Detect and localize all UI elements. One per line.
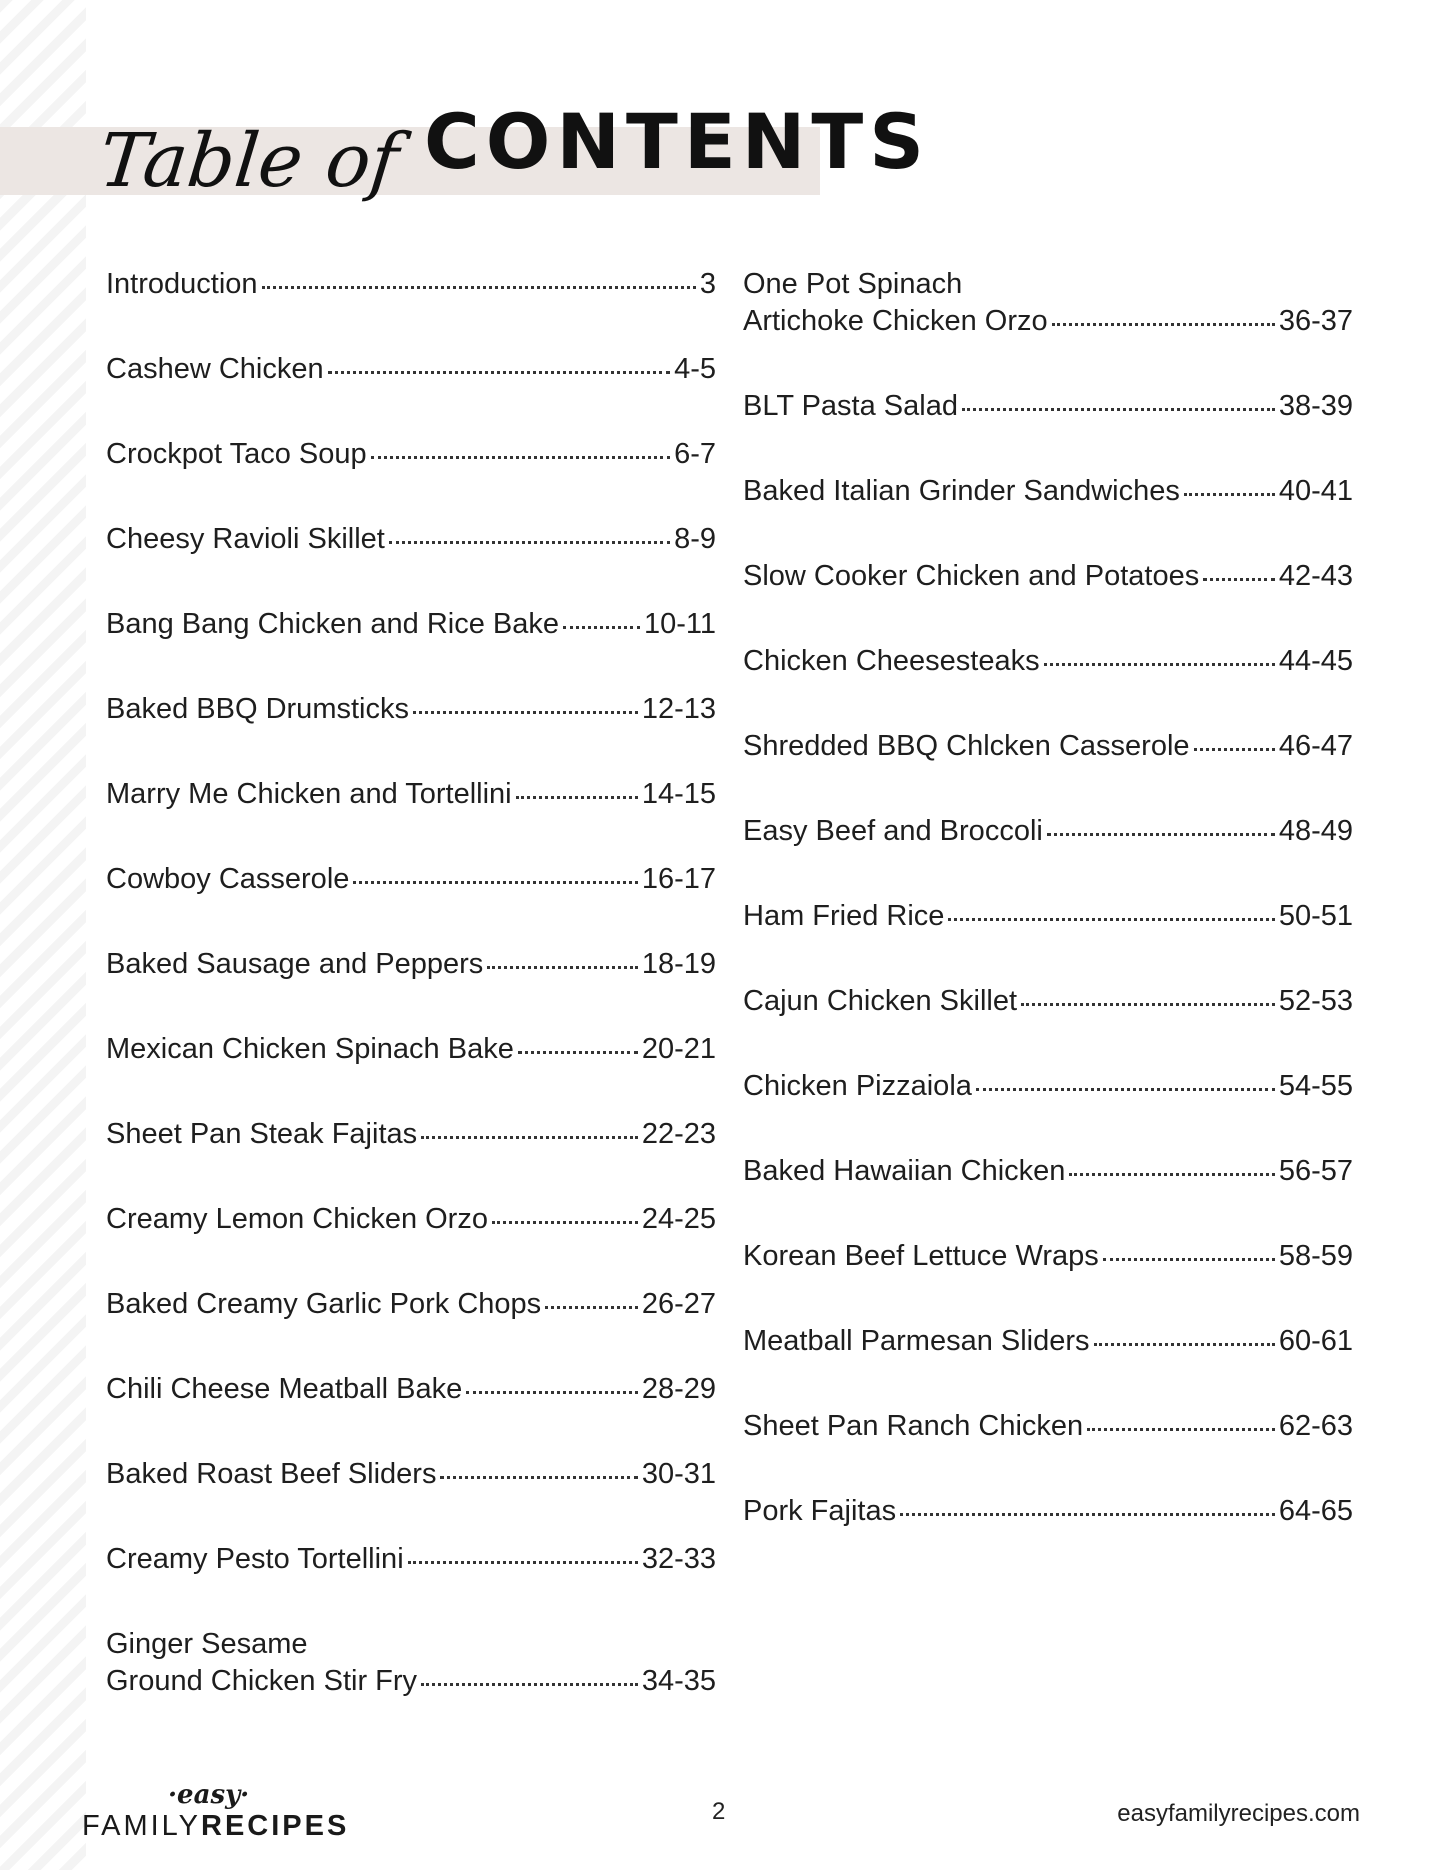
dot-leader (1103, 1258, 1275, 1261)
toc-entry-title: Marry Me Chicken and Tortellini (106, 778, 512, 810)
toc-entry-title: Baked Italian Grinder Sandwiches (743, 475, 1180, 507)
toc-entry (106, 1286, 716, 1371)
dot-leader (328, 371, 670, 374)
dot-leader (1087, 1428, 1275, 1431)
toc-entry-pages: 56-57 (1278, 1155, 1353, 1187)
dot-leader (492, 1221, 638, 1224)
toc-column-left (106, 266, 716, 1748)
logo-family-text: FAMILY (82, 1810, 201, 1842)
toc-entry (106, 606, 716, 691)
dot-leader (545, 1306, 638, 1309)
toc-entry-pages: 26-27 (641, 1288, 716, 1320)
toc-entry-title: Creamy Pesto Tortellini (106, 1543, 404, 1575)
toc-entry-title: Pork Fajitas (743, 1495, 897, 1527)
toc-entry (106, 1371, 716, 1456)
toc-entry-pages: 50-51 (1278, 900, 1353, 932)
toc-entry-pages: 58-59 (1278, 1240, 1353, 1272)
toc-entry (106, 861, 716, 946)
toc-entry-title: Slow Cooker Chicken and Potatoes (743, 560, 1200, 592)
dot-leader (389, 541, 670, 544)
logo-wordmark (82, 1810, 349, 1843)
toc-entry (743, 473, 1353, 558)
dot-leader (371, 456, 670, 459)
dot-leader (962, 408, 1275, 411)
toc-entry-pages: 10-11 (643, 608, 716, 640)
toc-entry (106, 776, 716, 861)
dot-leader (1052, 323, 1275, 326)
toc-entry-title: Artichoke Chicken Orzo (743, 305, 1048, 337)
toc-entry-pages: 28-29 (641, 1373, 716, 1405)
dot-leader (1203, 578, 1275, 581)
toc-entry-title: Ham Fried Rice (743, 900, 945, 932)
decorative-stripes (0, 0, 86, 1870)
toc-entry-title: Bang Bang Chicken and Rice Bake (106, 608, 560, 640)
toc-entry (106, 1541, 716, 1626)
toc-entry-title: Baked Sausage and Peppers (106, 948, 484, 980)
toc-entry-pages: 40-41 (1278, 475, 1353, 507)
dot-leader (1021, 1003, 1275, 1006)
toc-entry-title: Baked BBQ Drumsticks (106, 693, 409, 725)
toc-entry-pages: 14-15 (641, 778, 716, 810)
dot-leader (413, 711, 638, 714)
toc-entry-pages: 62-63 (1278, 1410, 1353, 1442)
toc-entry (106, 351, 716, 436)
toc-entry-pages: 54-55 (1278, 1070, 1353, 1102)
toc-entry (743, 643, 1353, 728)
dot-leader (900, 1513, 1275, 1516)
toc-entry-pages: 3 (699, 268, 716, 300)
toc-entry-title: Shredded BBQ Chlcken Casserole (743, 730, 1190, 762)
toc-entry (106, 1031, 716, 1116)
toc-entry-pages: 48-49 (1278, 815, 1353, 847)
toc-entry (743, 1408, 1353, 1493)
toc-entry-title: Cowboy Casserole (106, 863, 350, 895)
page-title (95, 92, 930, 204)
toc-entry-pages: 24-25 (641, 1203, 716, 1235)
toc-entry-title: Introduction (106, 268, 258, 300)
toc-entry-title: Korean Beef Lettuce Wraps (743, 1240, 1099, 1272)
dot-leader (1044, 663, 1275, 666)
dot-leader (1194, 748, 1275, 751)
toc-entry-pages: 4-5 (674, 353, 716, 385)
toc-entry-title: Chicken Cheesesteaks (743, 645, 1040, 677)
logo-easy-text: ·easy· (168, 1780, 250, 1810)
toc-entry-title: Sheet Pan Steak Fajitas (106, 1118, 418, 1150)
toc-entry-title: Cashew Chicken (106, 353, 324, 385)
dot-leader (421, 1136, 638, 1139)
dot-leader (976, 1088, 1275, 1091)
toc-entry-pages: 22-23 (641, 1118, 716, 1150)
dot-leader (1069, 1173, 1274, 1176)
toc-entry (743, 1238, 1353, 1323)
toc-entry (106, 521, 716, 606)
dot-leader (1094, 1343, 1275, 1346)
toc-entry-pages: 8-9 (674, 523, 716, 555)
toc-entry-pages: 12-13 (641, 693, 716, 725)
dot-leader (948, 918, 1274, 921)
toc-entry-title: Ginger Sesame (106, 1628, 308, 1660)
toc-entry-pages: 30-31 (641, 1458, 716, 1490)
toc-entry-pages: 32-33 (641, 1543, 716, 1575)
title-caps: CONTENTS (424, 97, 930, 186)
title-script: Table of (95, 118, 403, 204)
toc-entry-title: Mexican Chicken Spinach Bake (106, 1033, 514, 1065)
toc-entry-pages: 18-19 (641, 948, 716, 980)
toc-entry-title: Cajun Chicken Skillet (743, 985, 1018, 1017)
toc-entry-title: Cheesy Ravioli Skillet (106, 523, 385, 555)
toc-entry-title: Chicken Pizzaiola (743, 1070, 972, 1102)
toc-entry (743, 1153, 1353, 1238)
toc-entry (743, 983, 1353, 1068)
toc-entry-pages: 20-21 (641, 1033, 716, 1065)
toc-entry-pages: 42-43 (1278, 560, 1353, 592)
website-url: easyfamilyrecipes.com (1117, 1800, 1360, 1827)
toc-entry-title: Baked Roast Beef Sliders (106, 1458, 437, 1490)
dot-leader (563, 626, 640, 629)
toc-entry-title: Sheet Pan Ranch Chicken (743, 1410, 1084, 1442)
toc-entry (743, 728, 1353, 813)
toc-entry-title: One Pot Spinach (743, 268, 963, 300)
dot-leader (466, 1391, 638, 1394)
toc-entry (743, 388, 1353, 473)
toc-entry (743, 1323, 1353, 1408)
toc-entry-pages: 60-61 (1278, 1325, 1353, 1357)
toc-entry (743, 1493, 1353, 1578)
toc-entry-title: Crockpot Taco Soup (106, 438, 367, 470)
toc-entry-title: Baked Hawaiian Chicken (743, 1155, 1066, 1187)
toc-entry (106, 691, 716, 776)
toc-column-right (743, 266, 1353, 1578)
toc-entry-pages: 44-45 (1278, 645, 1353, 677)
toc-entry-pages: 64-65 (1278, 1495, 1353, 1527)
dot-leader (440, 1476, 637, 1479)
toc-entry-pages: 6-7 (674, 438, 716, 470)
toc-entry (106, 1116, 716, 1201)
toc-entry-title: Baked Creamy Garlic Pork Chops (106, 1288, 542, 1320)
toc-entry (743, 558, 1353, 643)
dot-leader (421, 1683, 638, 1686)
dot-leader (353, 881, 637, 884)
toc-entry-title: Ground Chicken Stir Fry (106, 1665, 418, 1697)
toc-entry (743, 813, 1353, 898)
toc-entry-title: BLT Pasta Salad (743, 390, 958, 422)
toc-entry (106, 1456, 716, 1541)
toc-entry-pages: 52-53 (1278, 985, 1353, 1017)
toc-entry-pages: 34-35 (641, 1665, 716, 1697)
page-number: 2 (712, 1798, 726, 1825)
toc-entry (106, 1626, 716, 1748)
toc-entry-title: Creamy Lemon Chicken Orzo (106, 1203, 488, 1235)
toc-entry (106, 266, 716, 351)
toc-entry-title: Meatball Parmesan Sliders (743, 1325, 1090, 1357)
toc-entry-pages: 46-47 (1278, 730, 1353, 762)
toc-entry-pages: 38-39 (1278, 390, 1353, 422)
logo-recipes-text: RECIPES (201, 1810, 350, 1842)
toc-entry (106, 436, 716, 521)
toc-entry-title: Easy Beef and Broccoli (743, 815, 1043, 847)
dot-leader (262, 286, 696, 289)
dot-leader (1184, 493, 1275, 496)
dot-leader (1047, 833, 1275, 836)
toc-entry (743, 266, 1353, 388)
dot-leader (487, 966, 638, 969)
toc-entry (743, 898, 1353, 983)
dot-leader (516, 796, 638, 799)
dot-leader (518, 1051, 638, 1054)
toc-entry-pages: 16-17 (641, 863, 716, 895)
toc-entry (106, 946, 716, 1031)
toc-entry (743, 1068, 1353, 1153)
toc-entry (106, 1201, 716, 1286)
toc-entry-title: Chili Cheese Meatball Bake (106, 1373, 463, 1405)
toc-entry-pages: 36-37 (1278, 305, 1353, 337)
dot-leader (408, 1561, 638, 1564)
